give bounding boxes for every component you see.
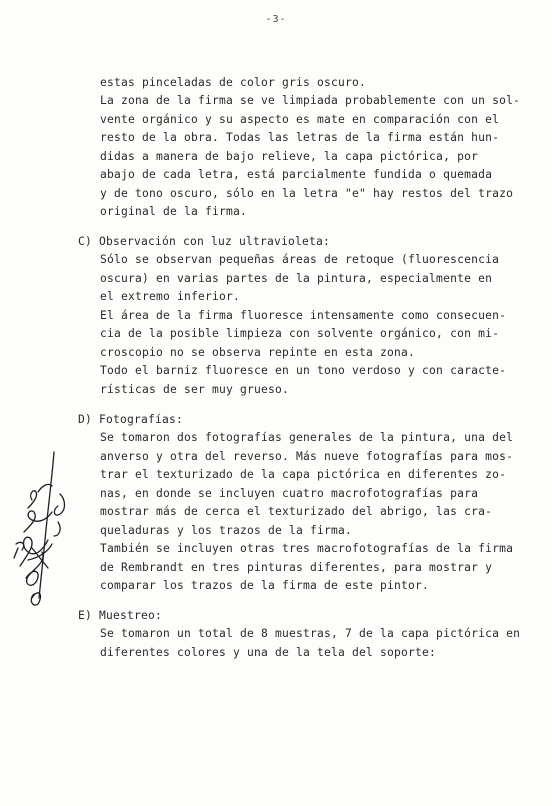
text-line: nas, en donde se incluyen cuatro macrofotografías para bbox=[100, 487, 479, 500]
text-line: el extremo inferior. bbox=[100, 290, 241, 303]
section-heading-e: E) Muestreo: bbox=[78, 609, 163, 622]
text-line: y de tono oscuro, sólo en la letra "e" hay restos del trazo bbox=[100, 187, 514, 200]
text-line: También se incluyen otras tres macrofotografías de la firma bbox=[100, 542, 514, 555]
text-line: Todo el barniz fluoresce en un tono verdoso y con caracte- bbox=[100, 364, 507, 377]
text-line: mostrar más de cerca el texturizado del abrigo, las cra- bbox=[100, 505, 493, 518]
text-line: croscopio no se observa repinte en esta zona. bbox=[100, 346, 416, 359]
text-line: anverso y otra del reverso. Más nueve fotografías para mos- bbox=[100, 450, 514, 463]
text-line: rísticas de ser muy grueso. bbox=[100, 383, 290, 396]
text-line: Sólo se observan pequeñas áreas de retoque (fluorescencia bbox=[100, 253, 500, 266]
text-line: de Rembrandt en tres pinturas diferentes, para mostrar y bbox=[100, 561, 493, 574]
text-line: Se tomaron dos fotografías generales de la pintura, una del bbox=[100, 431, 514, 444]
handwritten-signature bbox=[8, 448, 70, 610]
text-line: original de la firma. bbox=[100, 205, 248, 218]
text-line: trar el texturizado de la capa pictórica en diferentes zo- bbox=[100, 468, 507, 481]
page-number: -3- bbox=[265, 14, 287, 25]
text-line: oscura) en varias partes de la pintura, especialmente en bbox=[100, 272, 493, 285]
text-line: estas pinceladas de color gris oscuro. bbox=[100, 76, 367, 89]
section-heading-d: D) Fotografías: bbox=[78, 413, 184, 426]
text-line: vente orgánico y su aspecto es mate en comparación con el bbox=[100, 113, 500, 126]
text-line: Se tomaron un total de 8 muestras, 7 de la capa pictórica en bbox=[100, 627, 521, 640]
text-line: cia de la posible limpieza con solvente orgánico, con mi- bbox=[100, 327, 500, 340]
section-heading-c: C) Observación con luz ultravioleta: bbox=[78, 235, 331, 248]
text-line: El área de la firma fluoresce intensamente como consecuen- bbox=[100, 309, 507, 322]
text-line: queladuras y los trazos de la firma. bbox=[100, 524, 353, 537]
text-line: didas a manera de bajo relieve, la capa pictórica, por bbox=[100, 150, 479, 163]
text-line: diferentes colores y una de la tela del soporte: bbox=[100, 646, 437, 659]
text-line: abajo de cada letra, está parcialmente fundida o quemada bbox=[100, 168, 493, 181]
text-line: comparar los trazos de la firma de este pintor. bbox=[100, 579, 430, 592]
text-line: resto de la obra. Todas las letras de la firma están hun- bbox=[100, 131, 500, 144]
text-line: La zona de la firma se ve limpiada probablemente con un sol- bbox=[100, 94, 521, 107]
